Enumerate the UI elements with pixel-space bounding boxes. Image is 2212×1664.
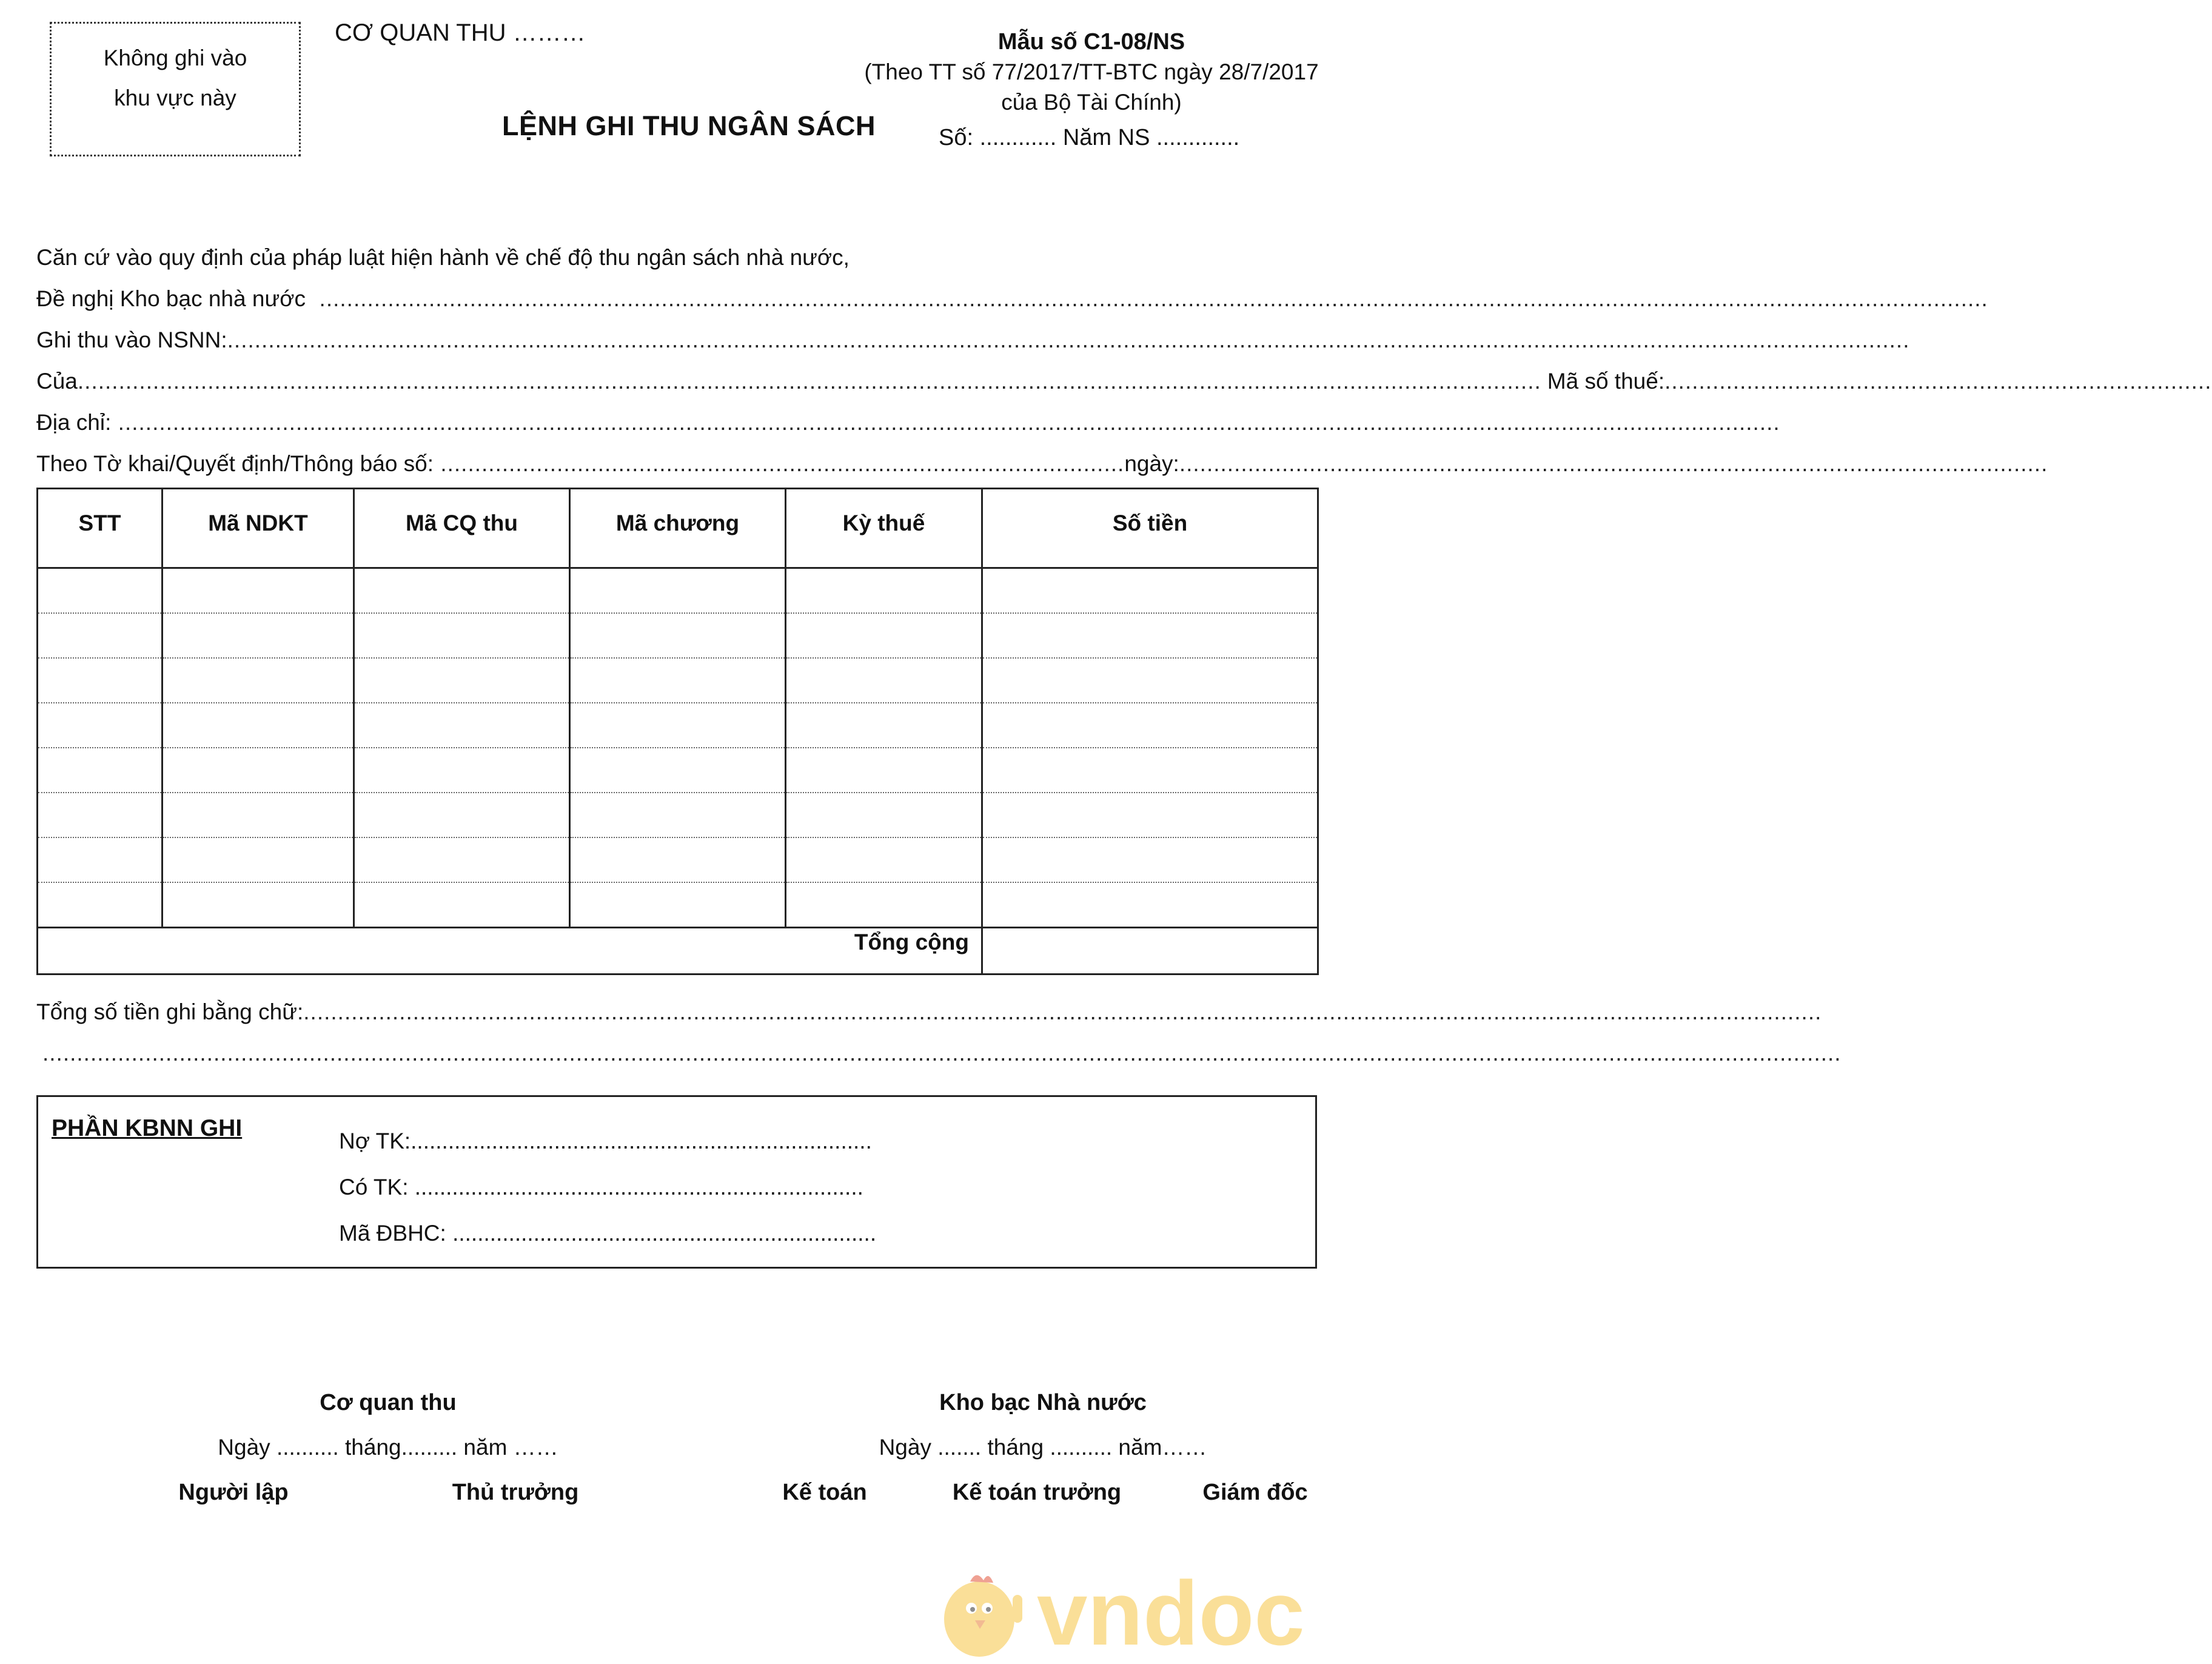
table-cell[interactable] [163,748,354,793]
table-row [38,793,1318,837]
treasury-signature-title: Kho bạc Nhà nước [939,1390,1147,1415]
total-label: Tổng cộng [38,928,982,975]
table-row [38,703,1318,748]
column-header-chapter-code: Mã chương [570,489,786,568]
amount-in-words-field[interactable] [36,999,1822,1025]
table-row [38,748,1318,793]
no-write-note-line2: khu vực này [114,86,236,110]
table-cell[interactable] [570,568,786,614]
table-cell[interactable] [163,613,354,658]
column-header-amount: Số tiền [982,489,1318,568]
dotted-fill: .................................................................................................................................................................................................................................................... [305,286,1988,311]
declaration-label: Theo Tờ khai/Quyết định/Thông báo số: [36,451,434,476]
payer-label: Của [36,369,78,394]
total-amount-cell[interactable] [982,928,1318,975]
collecting-agency-date[interactable]: Ngày .......... tháng......... năm …… [218,1435,558,1460]
dotted-fill: ............................................................................................................................... [1179,451,2048,476]
table-cell[interactable] [354,837,570,882]
table-cell[interactable] [163,703,354,748]
table-cell[interactable] [163,882,354,928]
preparer-signature-label: Người lập [178,1480,289,1505]
collecting-agency-signature-title: Cơ quan thu [320,1390,457,1415]
treasury-date[interactable]: Ngày ....... tháng .......... năm…… [879,1435,1207,1460]
table-cell[interactable] [570,658,786,703]
table-cell[interactable] [38,882,163,928]
treasury-section [36,1095,1317,1269]
credit-account-field[interactable]: Có TK: ........................................................................ [339,1175,863,1199]
table-cell[interactable] [354,658,570,703]
column-header-tax-period: Kỳ thuế [786,489,982,568]
payer-field[interactable] [36,369,2212,394]
director-signature-label: Giám đốc [1202,1480,1308,1505]
debit-account-field[interactable]: Nợ TK:.......................................................................... [339,1129,872,1153]
table-cell[interactable] [163,568,354,614]
treasury-request-field[interactable] [36,286,1988,312]
table-cell[interactable] [786,882,982,928]
admin-unit-code-field[interactable]: Mã ĐBHC: .................................................................... [339,1221,877,1246]
vndoc-watermark-logo [928,1552,1328,1662]
form-reference-line1: (Theo TT số 77/2017/TT-BTC ngày 28/7/2017 [864,59,1319,84]
table-cell[interactable] [570,748,786,793]
table-cell[interactable] [786,793,982,837]
table-row [38,837,1318,882]
table-cell[interactable] [354,882,570,928]
budget-record-label: Ghi thu vào NSNN: [36,327,227,352]
tax-code-label: Mã số thuế: [1547,369,1665,394]
accountant-signature-label: Kế toán [782,1480,867,1505]
treasury-section-title: PHẦN KBNN GHI [52,1115,243,1141]
table-row [38,613,1318,658]
collecting-agency-label: CƠ QUAN THU ……… [335,19,586,46]
table-cell[interactable] [982,613,1318,658]
total-row [38,928,1318,975]
dotted-fill: ...................................................................................................................................................................................................................... [77,369,1541,394]
column-header-agency-code: Mã CQ thu [354,489,570,568]
table-cell[interactable] [354,793,570,837]
column-header-ndkt-code: Mã NDKT [163,489,354,568]
address-label: Địa chỉ: [36,410,112,435]
table-cell[interactable] [38,748,163,793]
table-cell[interactable] [570,882,786,928]
basis-statement [36,245,1317,270]
table-cell[interactable] [786,658,982,703]
table-cell[interactable] [786,837,982,882]
address-field[interactable] [36,410,1780,435]
table-cell[interactable] [570,703,786,748]
table-cell[interactable] [38,703,163,748]
chicken-mascot-icon [944,1575,1022,1657]
table-cell[interactable] [982,882,1318,928]
form-reference-line2: của Bộ Tài Chính) [1001,90,1182,115]
dotted-fill: .............................................................................................................................................................................................................................. [303,999,1822,1024]
dotted-fill: ...................................................................................................................................................................................................................................................... [227,327,1910,352]
form-number: Mẫu số C1-08/NS [997,29,1185,55]
table-cell[interactable] [570,837,786,882]
table-cell[interactable] [38,568,163,614]
basis-text: Căn cứ vào quy định của pháp luật hiện hành về chế độ thu ngân sách nhà nước, [36,245,850,270]
head-signature-label: Thủ trưởng [452,1480,579,1505]
dotted-fill: .................................................................................................... [434,451,1125,476]
table-header-row [38,489,1318,568]
document-title-text: LỆNH GHI THU NGÂN SÁCH [502,110,876,141]
watermark-text: vndoc [1037,1562,1305,1664]
treasury-request-label: Đề nghị Kho bạc nhà nước [36,286,306,311]
no-write-note-line1: Không ghi vào [103,45,247,70]
table-cell[interactable] [38,837,163,882]
column-header-stt: STT [38,489,163,568]
dotted-fill: ....................................................................................................................................................................................................................................................................... [42,1041,1842,1065]
amount-in-words-label: Tổng số tiền ghi bằng chữ: [36,999,304,1024]
dotted-fill: ................................................................................................................................................................................................................................................... [111,410,1780,435]
table-cell[interactable] [786,748,982,793]
declaration-field[interactable] [36,451,2048,477]
table-cell[interactable] [38,658,163,703]
table-cell[interactable] [570,613,786,658]
table-cell[interactable] [163,837,354,882]
chief-accountant-signature-label: Kế toán trưởng [952,1480,1122,1505]
amount-in-words-continued[interactable] [36,1041,1842,1066]
table-cell[interactable] [786,613,982,658]
table-row [38,568,1318,614]
table-cell[interactable] [982,568,1318,614]
table-cell[interactable] [163,793,354,837]
table-cell[interactable] [570,793,786,837]
form-reference-block [849,27,1334,118]
declaration-date-label: ngày: [1124,451,1179,476]
table-cell[interactable] [354,568,570,614]
table-cell[interactable] [786,568,982,614]
table-cell[interactable] [38,613,163,658]
table-cell[interactable] [982,748,1318,793]
document-number-field[interactable]: Số: ............ Năm NS ............. [939,125,1240,150]
table-cell[interactable] [786,703,982,748]
table-cell[interactable] [982,837,1318,882]
table-cell[interactable] [982,703,1318,748]
table-cell[interactable] [354,748,570,793]
table-cell[interactable] [354,703,570,748]
dotted-fill: ................................................................................ [1664,369,2212,394]
budget-record-field[interactable] [36,327,1910,353]
revenue-table [36,488,1317,975]
table-cell[interactable] [354,613,570,658]
table-cell[interactable] [163,658,354,703]
table-row [38,882,1318,928]
table-cell[interactable] [982,658,1318,703]
table-cell[interactable] [982,793,1318,837]
table-row [38,658,1318,703]
table-cell[interactable] [38,793,163,837]
